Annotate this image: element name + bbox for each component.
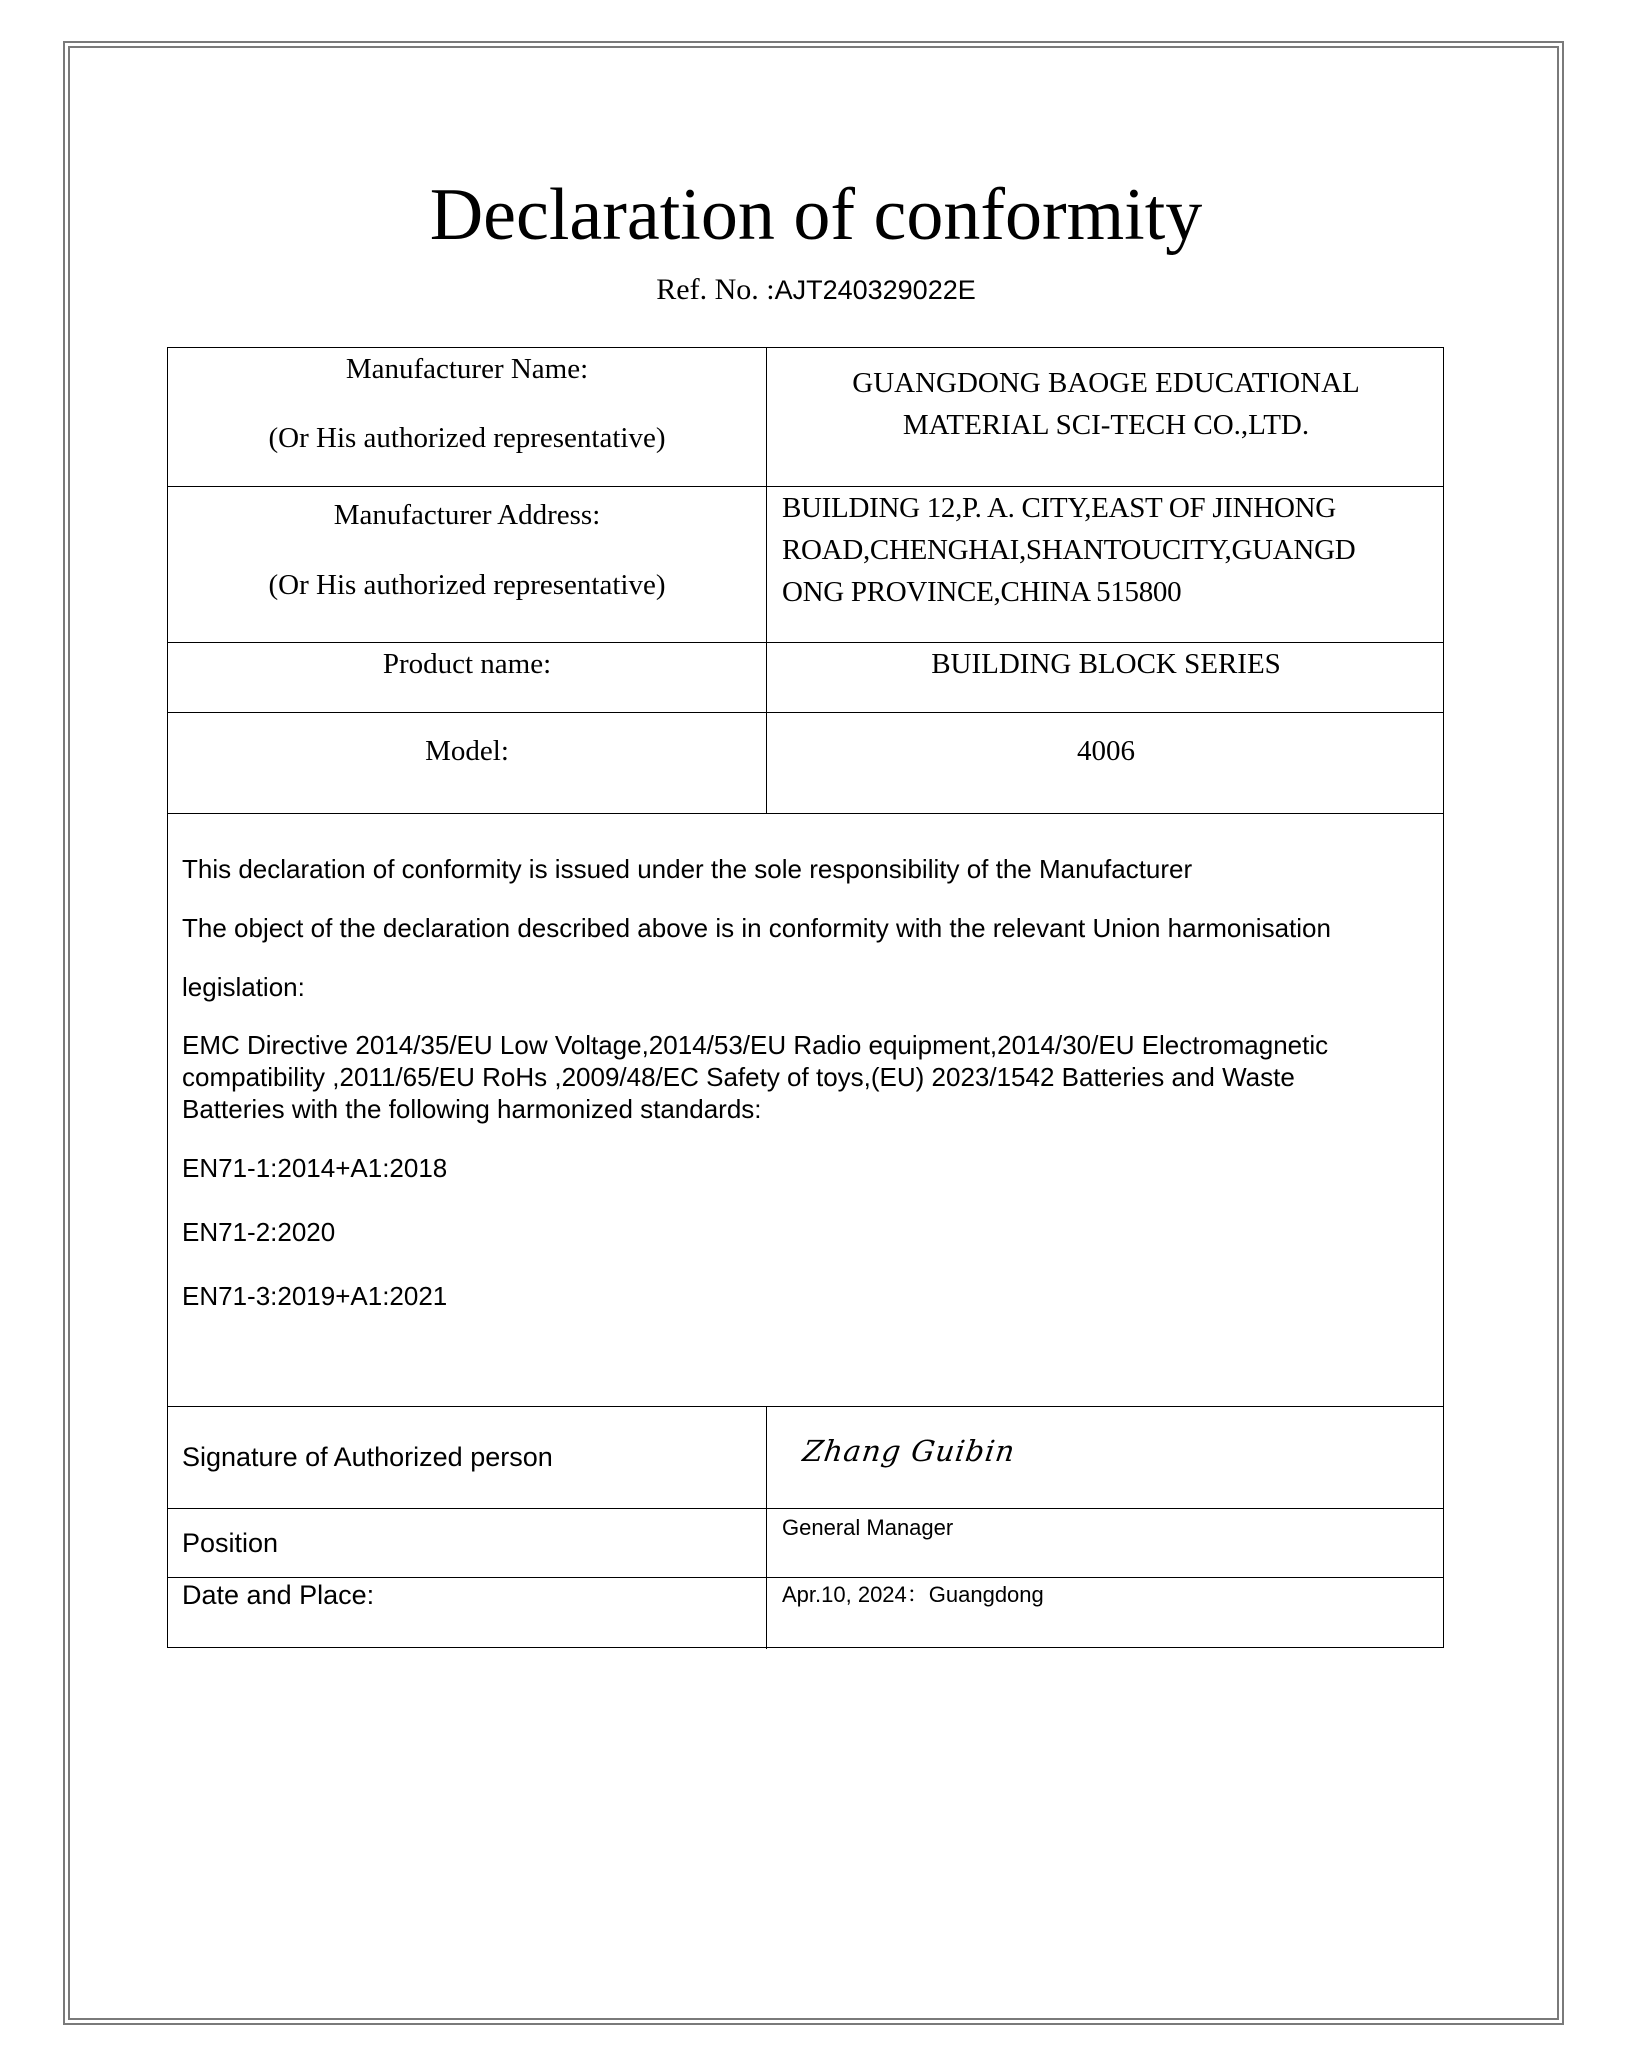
- standard-item: EN71-2:2020: [182, 1217, 336, 1247]
- standard-item: EN71-3:2019+A1:2021: [182, 1281, 448, 1311]
- product-name-value: BUILDING BLOCK SERIES: [931, 648, 1281, 680]
- declaration-text-block: [182, 814, 1432, 1406]
- model-value-cell: [767, 713, 1445, 813]
- model-label: Model:: [425, 735, 509, 767]
- declaration-line1: This declaration of conformity is issued under the sole responsibility of the Manufacturer: [182, 854, 1193, 884]
- date-place-label-cell: [182, 1578, 762, 1648]
- directives-line1: EMC Directive 2014/35/EU Low Voltage,2014/53/EU Radio equipment,2014/30/EU Electromagnetic: [182, 1030, 1329, 1060]
- position-label-cell: [182, 1509, 762, 1577]
- position-value: General Manager: [782, 1515, 954, 1540]
- manufacturer-address-label: Manufacturer Address:: [333, 499, 601, 531]
- model-label-cell: [168, 713, 766, 813]
- manufacturer-name-label: Manufacturer Name:: [345, 353, 589, 385]
- product-name-value-cell: [767, 643, 1445, 712]
- position-label: Position: [182, 1528, 279, 1558]
- declaration-line3: legislation:: [182, 972, 305, 1002]
- position-value-cell: [782, 1509, 1432, 1577]
- standard-item: EN71-1:2014+A1:2018: [182, 1153, 448, 1183]
- date-place-value-cell: [782, 1578, 1432, 1648]
- signature-value-cell: [800, 1407, 1433, 1508]
- manufacturer-name-label-cell: [168, 348, 766, 486]
- manufacturer-address-line1: BUILDING 12,P. A. CITY,EAST OF JINHONG: [782, 492, 1336, 524]
- ref-label: Ref. No. :: [656, 273, 775, 306]
- signature-label: Signature of Authorized person: [182, 1442, 553, 1472]
- signature-label-cell: [182, 1407, 762, 1508]
- handwritten-signature: Zhang Guibin: [800, 1434, 1018, 1468]
- manufacturer-name-value-cell: [767, 348, 1445, 486]
- date-place-value: Apr.10, 2024：Guangdong: [782, 1582, 1044, 1607]
- document-title: Declaration of conformity: [429, 174, 1203, 256]
- manufacturer-address-sub: (Or His authorized representative): [268, 569, 666, 601]
- reference-number: [0, 270, 1632, 310]
- manufacturer-name-line1: GUANGDONG BAOGE EDUCATIONAL: [852, 367, 1360, 399]
- manufacturer-address-value-cell: [782, 487, 1442, 642]
- model-value: 4006: [1077, 735, 1135, 767]
- manufacturer-address-label-cell: [168, 487, 766, 642]
- manufacturer-name-line2: MATERIAL SCI-TECH CO.,LTD.: [902, 409, 1310, 441]
- directives-line3: Batteries with the following harmonized standards:: [182, 1094, 762, 1124]
- product-name-label: Product name:: [382, 648, 552, 680]
- column-divider: [766, 1406, 767, 1649]
- date-place-label: Date and Place:: [182, 1580, 375, 1610]
- manufacturer-name-sub: (Or His authorized representative): [268, 422, 666, 454]
- product-name-label-cell: [168, 643, 766, 712]
- manufacturer-address-line3: ONG PROVINCE,CHINA 515800: [782, 576, 1182, 608]
- declaration-line2: The object of the declaration described above is in conformity with the relevant Union harmonisation: [182, 913, 1331, 943]
- ref-value: AJT240329022E: [774, 275, 976, 305]
- manufacturer-address-line2: ROAD,CHENGHAI,SHANTOUCITY,GUANGD: [782, 534, 1356, 566]
- directives-line2: compatibility ,2011/65/EU RoHs ,2009/48/EC Safety of toys,(EU) 2023/1542 Batteries and Waste: [182, 1062, 1295, 1092]
- declaration-table: [167, 347, 1444, 1648]
